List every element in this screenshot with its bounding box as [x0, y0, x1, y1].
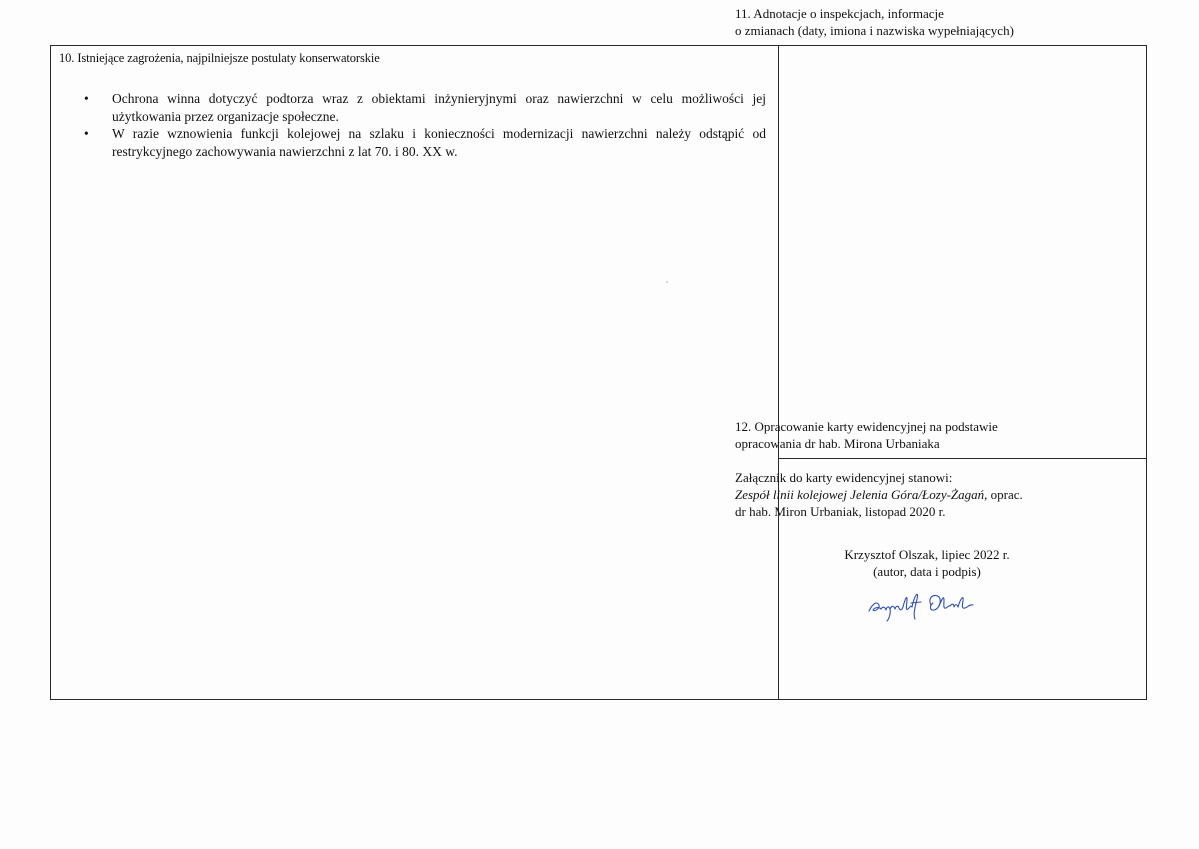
- section-12-title: 12. Opracowanie karty ewidencyjnej na podstawie: [735, 419, 998, 434]
- list-item-text: Ochrona winna dotyczyć podtorza wraz z obiektami inżynieryjnymi oraz nawierzchni w celu: [112, 91, 673, 106]
- spacer: [735, 452, 1093, 469]
- list-item: [84, 90, 766, 125]
- list-item-text: należy odstąpić od restrykcyjnego zachowywania nawierzchni z lat 70. i 80. XX w.: [112, 126, 767, 159]
- handwritten-signature: [865, 585, 985, 625]
- list-item: [84, 125, 766, 160]
- attachment-title-line: [735, 486, 1093, 503]
- author-caption: (autor, data i podpis): [873, 564, 981, 579]
- list-item-text: możliwości jej użytkowania przez organizacje społeczne.: [112, 91, 767, 124]
- attachment-suffix: , oprac.: [984, 487, 1023, 502]
- column-divider: [778, 46, 779, 699]
- attachment-label: Załącznik do karty ewidencyjnej stanowi:: [735, 470, 953, 485]
- attachment-author: dr hab. Miron Urbaniak, listopad 2020 r.: [735, 504, 946, 519]
- bullet-icon: •: [84, 91, 89, 106]
- author-line: Krzysztof Olszak, lipiec 2022 r.: [844, 547, 1010, 562]
- bullet-icon: •: [84, 126, 89, 141]
- scan-speck: [666, 281, 668, 283]
- author-block: [735, 546, 1093, 580]
- section-10-title: 10. Istniejące zagrożenia, najpilniejsze postulaty konserwatorskie: [59, 51, 380, 65]
- attachment-title: Zespół linii kolejowej Jelenia Góra/Łozy-Żagań: [735, 487, 985, 502]
- section-12-block: [735, 418, 1093, 520]
- section-11-title-line: o zmianach (daty, imiona i nazwiska wypełniających): [735, 23, 1014, 38]
- section-11-title-line: 11. Adnotacje o inspekcjach, informacje: [735, 6, 944, 21]
- list-item-text: W razie wznowienia funkcji kolejowej na szlaku i konieczności modernizacji nawierzchni: [112, 126, 648, 141]
- section-11-title: [735, 5, 1014, 39]
- conservation-postulates-list: [84, 90, 766, 160]
- section-12-source: opracowania dr hab. Mirona Urbaniaka: [735, 436, 940, 451]
